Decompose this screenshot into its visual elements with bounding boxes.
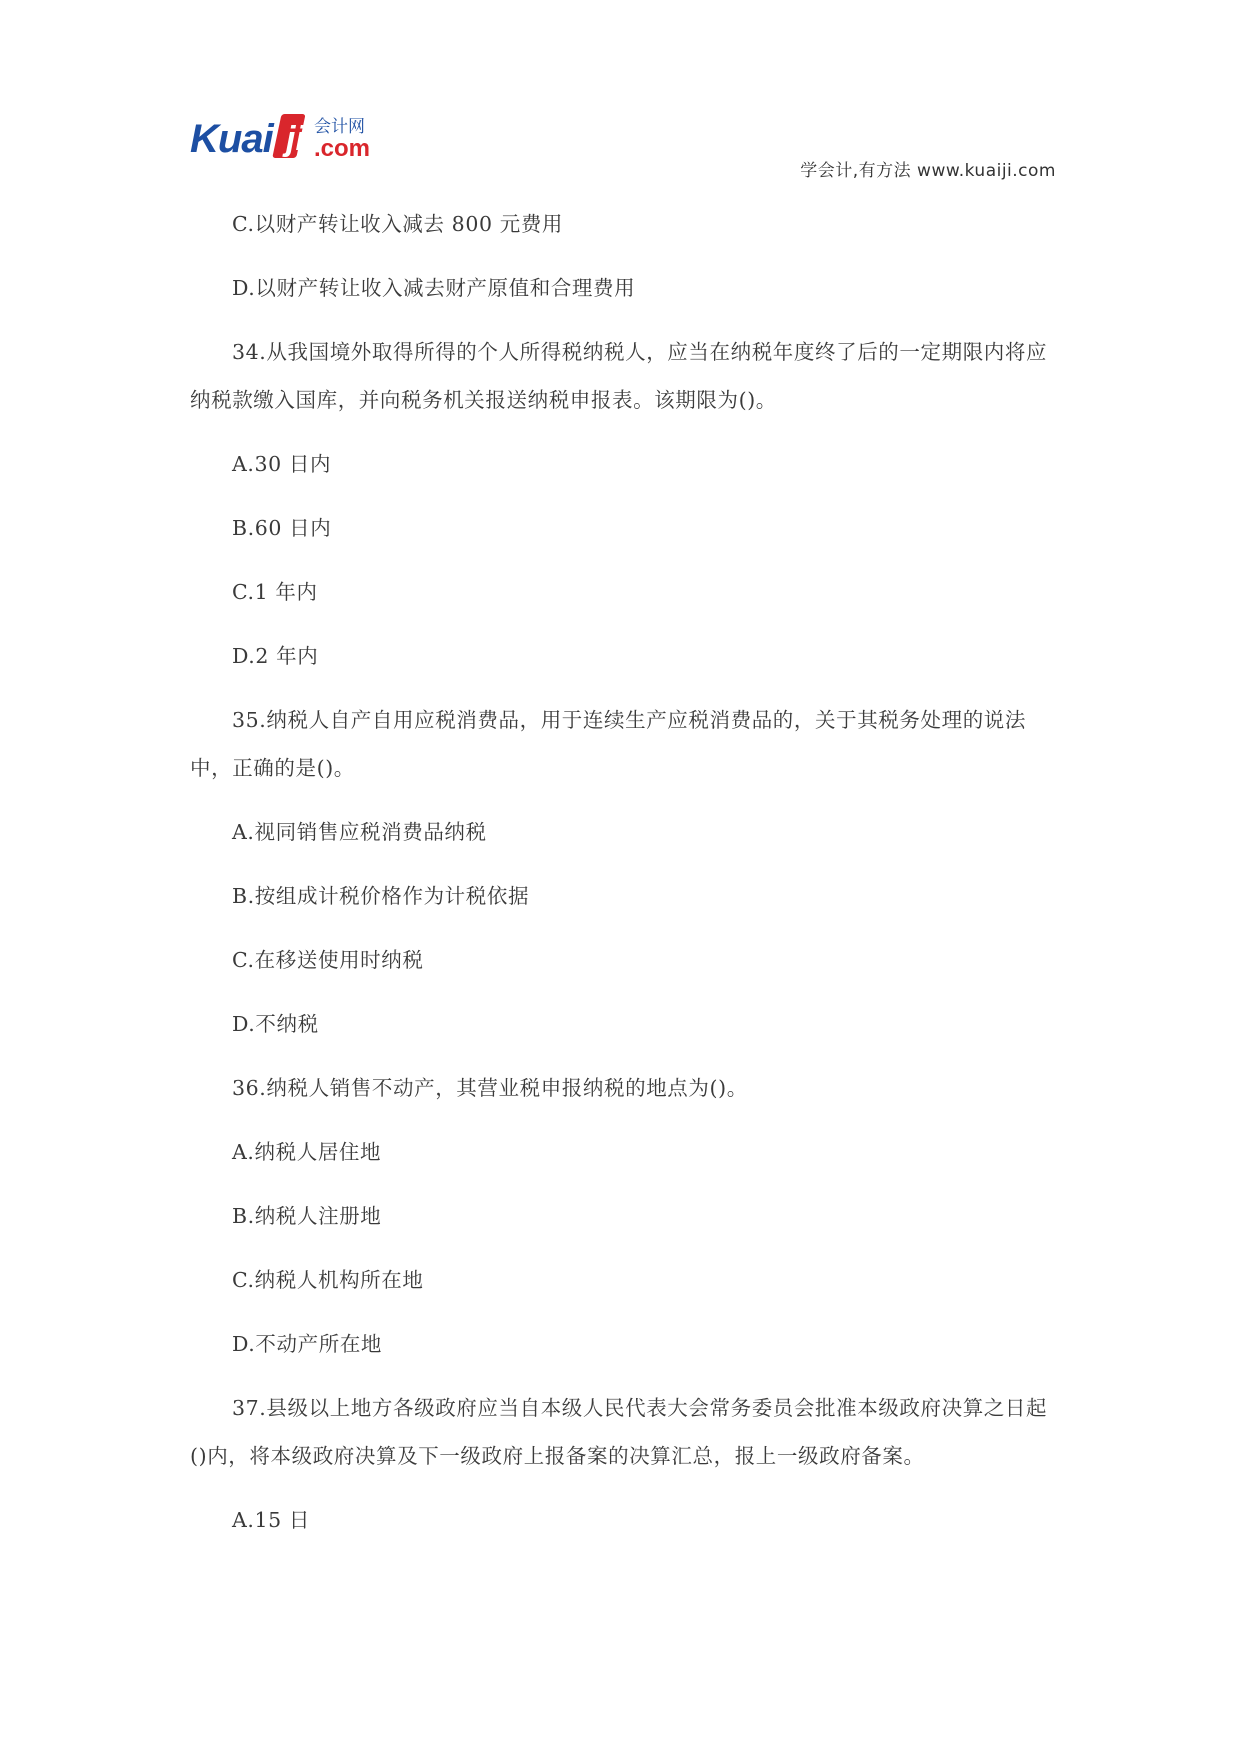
option-b-q34: B.60 日内: [232, 516, 332, 540]
option-c-q33: C.以财产转让收入减去 800 元费用: [232, 212, 564, 236]
svg-text:ji: ji: [286, 120, 305, 158]
option-a-q36: A.纳税人居住地: [232, 1140, 382, 1164]
document-body: [190, 200, 1052, 1560]
question-35: 35.纳税人自产自用应税消费品，用于连续生产应税消费品的，关于其税务处理的说法中，正确的是()。: [190, 708, 1026, 780]
kuaiji-logo: [190, 112, 405, 164]
page-header: [0, 0, 1241, 190]
option-d-q33: D.以财产转让收入减去财产原值和合理费用: [232, 276, 636, 300]
option-a-q34: A.30 日内: [232, 452, 332, 476]
svg-text:会计网: 会计网: [314, 117, 365, 137]
svg-text:Kuai: Kuai: [190, 117, 273, 161]
question-36: 36.纳税人销售不动产，其营业税申报纳税的地点为()。: [232, 1076, 748, 1100]
svg-text:.com: .com: [314, 135, 371, 162]
option-c-q35: C.在移送使用时纳税: [232, 948, 424, 972]
option-c-q36: C.纳税人机构所在地: [232, 1268, 424, 1292]
option-d-q36: D.不动产所在地: [232, 1332, 383, 1356]
option-b-q36: B.纳税人注册地: [232, 1204, 382, 1228]
kuaiji-logo-graphic: [190, 112, 405, 164]
site-tagline: 学会计,有方法 www.kuaiji.com: [800, 161, 1056, 181]
option-a-q37: A.15 日: [232, 1508, 311, 1532]
option-d-q35: D.不纳税: [232, 1012, 319, 1036]
option-a-q35: A.视同销售应税消费品纳税: [232, 820, 487, 844]
question-34: 34.从我国境外取得所得的个人所得税纳税人，应当在纳税年度终了后的一定期限内将应纳税款缴入国库，并向税务机关报送纳税申报表。该期限为()。: [190, 340, 1048, 412]
option-c-q34: C.1 年内: [232, 580, 318, 604]
option-d-q34: D.2 年内: [232, 644, 319, 668]
option-b-q35: B.按组成计税价格作为计税依据: [232, 884, 530, 908]
question-37: 37.县级以上地方各级政府应当自本级人民代表大会常务委员会批准本级政府决算之日起()内，将本级政府决算及下一级政府上报备案的决算汇总，报上一级政府备案。: [190, 1396, 1048, 1468]
